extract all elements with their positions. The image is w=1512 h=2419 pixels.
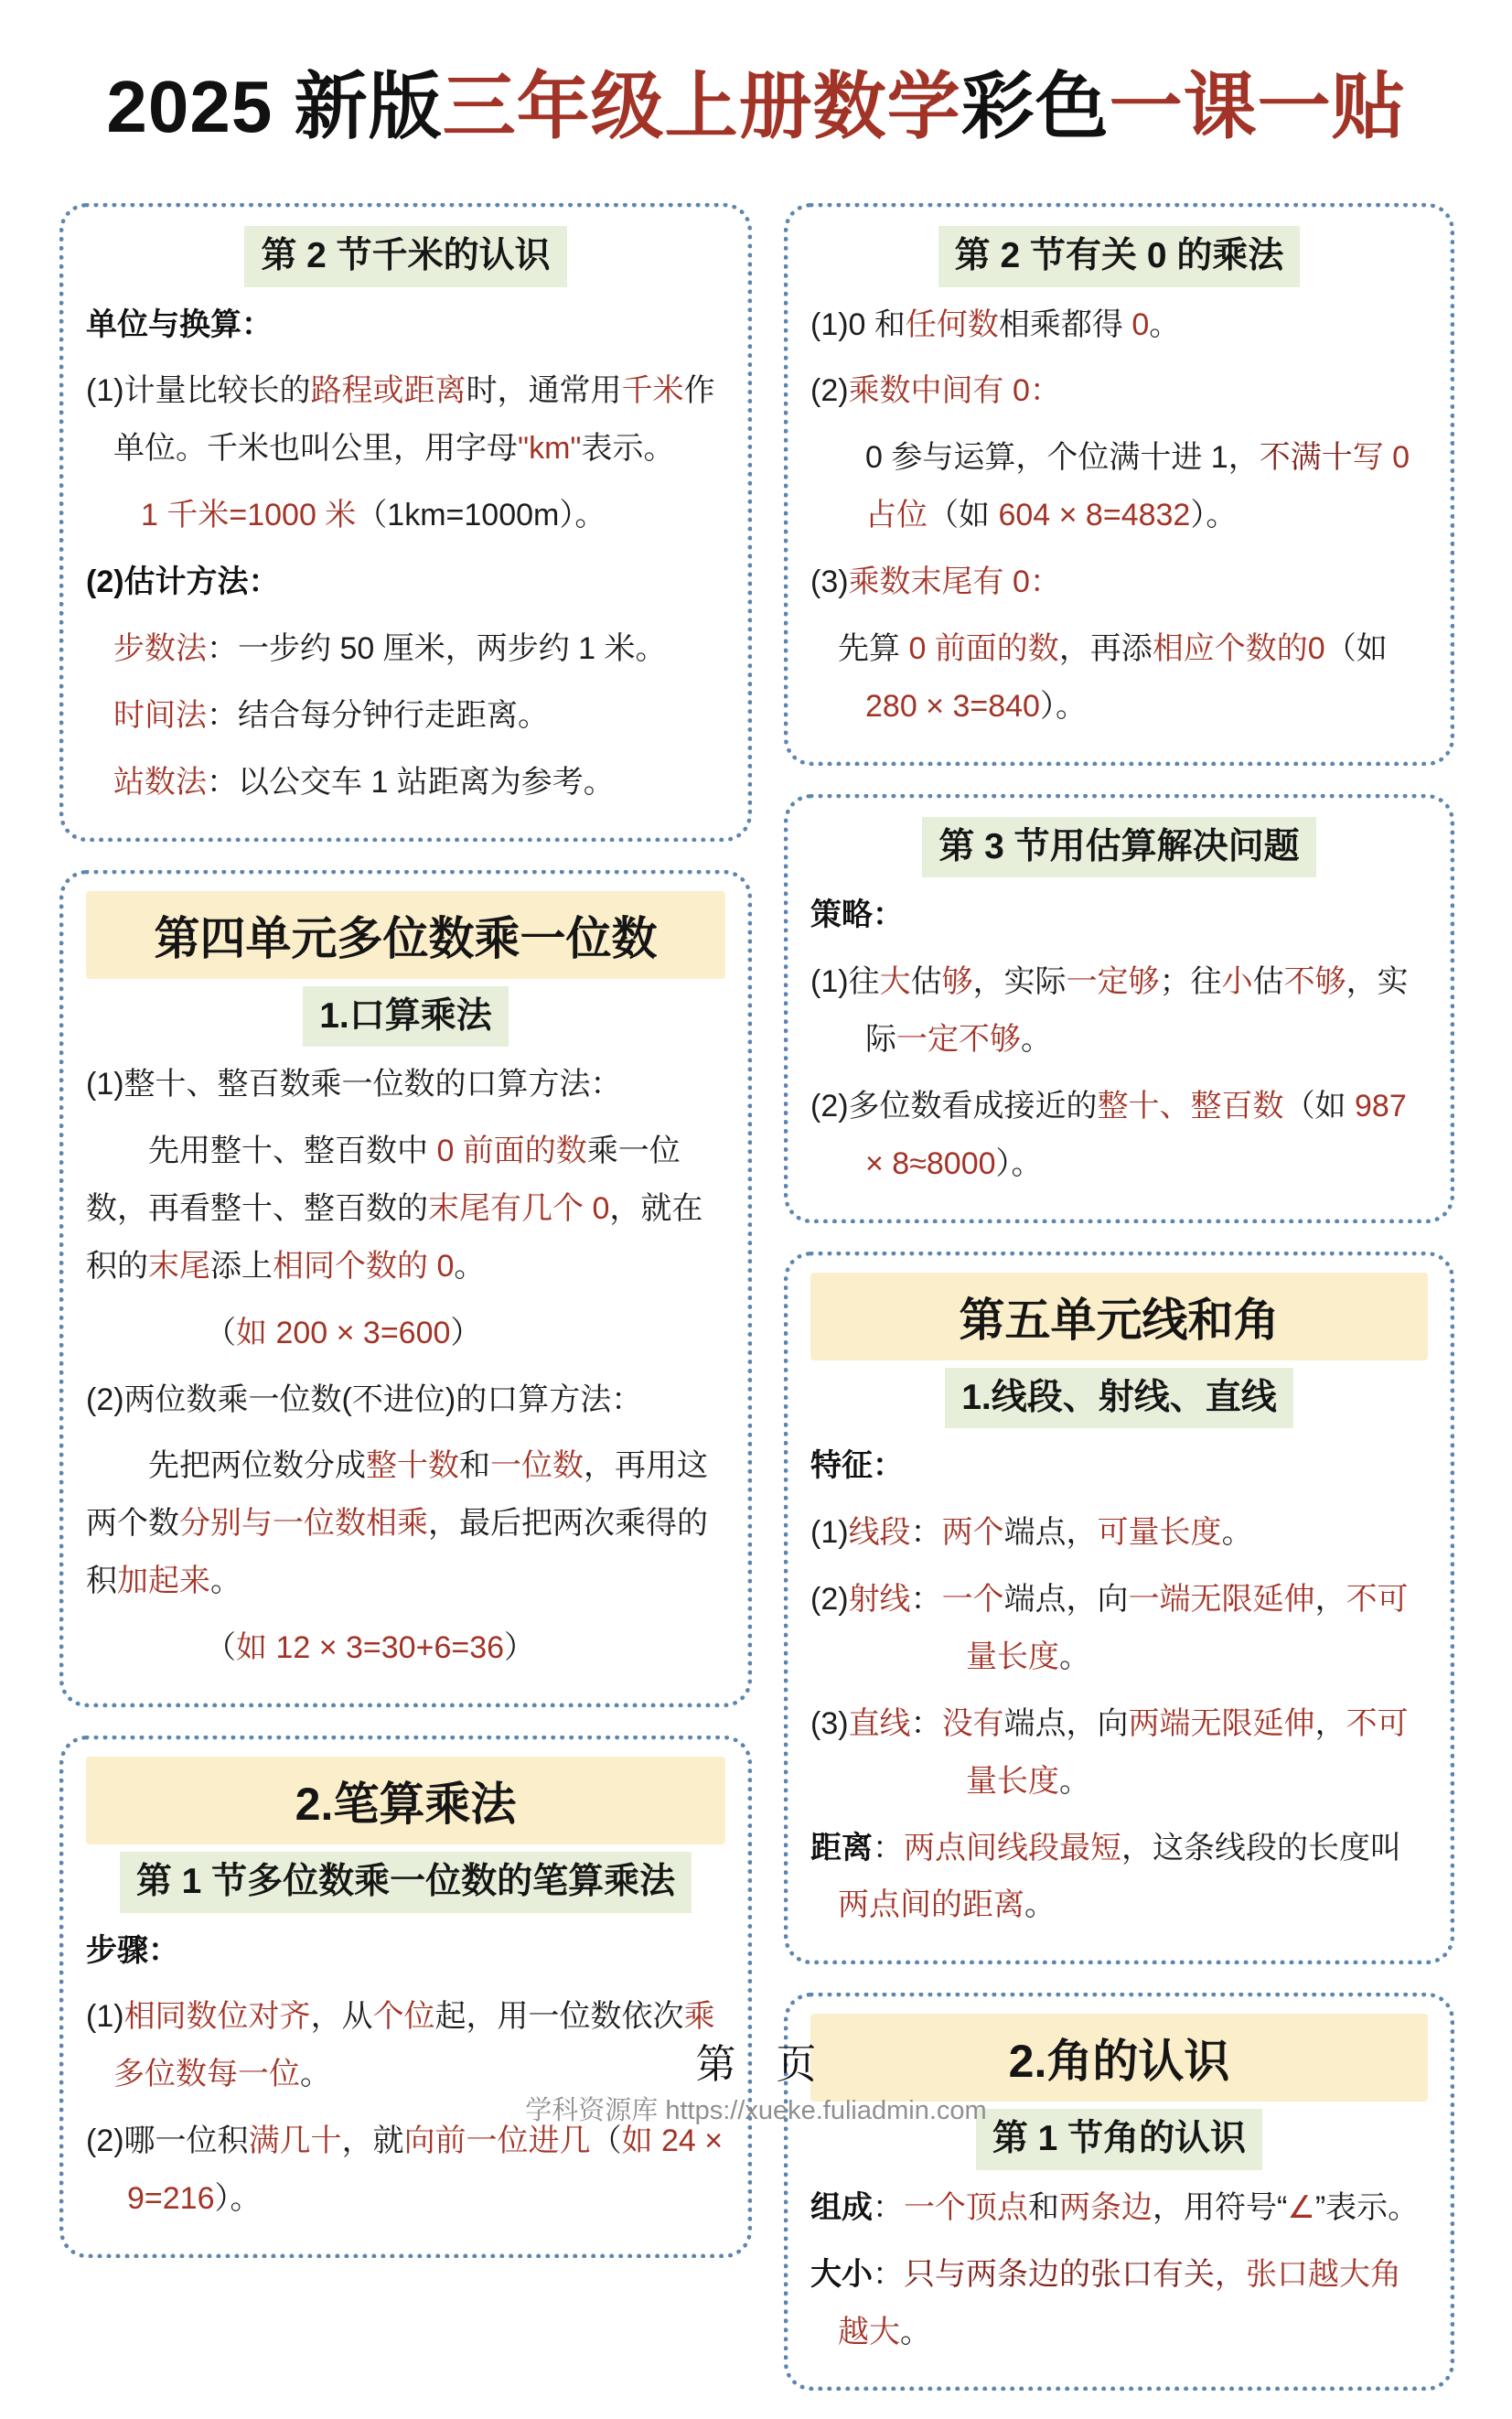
paragraph — [113, 620, 725, 678]
text-segment: “ — [1277, 2189, 1288, 2225]
topic-box — [784, 794, 1454, 1223]
text-segment: 末尾 — [148, 1248, 210, 1284]
paragraph — [810, 1078, 1428, 1193]
text-segment: 乘数中间有 0： — [848, 373, 1061, 409]
section-title: 第 3 节用估算解决问题 — [922, 817, 1315, 878]
text-segment: 一课一贴 — [1109, 66, 1406, 147]
text-segment: ）。 — [1039, 688, 1087, 724]
paragraph — [810, 1437, 1428, 1495]
text-segment: 个位 — [372, 1999, 435, 2035]
text-segment: 可量长度 — [1097, 1515, 1222, 1551]
text-segment: 。 — [1021, 1022, 1052, 1058]
text-segment: 两点间的距离 — [838, 1887, 1024, 1923]
text-segment: ，用符号 — [1153, 2189, 1277, 2225]
text-segment: 不可量长度 — [966, 1581, 1409, 1674]
text-segment: 604 × 8=4832 — [998, 498, 1191, 533]
paragraph — [86, 1437, 725, 1610]
text-segment: (1) — [810, 1515, 849, 1551]
topic-box — [59, 203, 752, 842]
section-title-wrap — [810, 1368, 1428, 1429]
section-title-wrap — [810, 226, 1428, 287]
topic-box — [59, 1736, 752, 2258]
unit-title: 第五单元线和角 — [810, 1273, 1428, 1360]
paragraph — [205, 1305, 725, 1362]
text-segment: 线段 — [848, 1515, 911, 1551]
text-segment: 组成 — [810, 2189, 873, 2225]
paragraph — [838, 620, 1428, 736]
text-segment: 相应个数的0 — [1152, 630, 1325, 666]
section-title: 第 2 节千米的认识 — [244, 226, 566, 287]
text-segment: 一端无限延伸 — [1128, 1581, 1315, 1617]
text-segment: 0 前面的数 — [908, 630, 1059, 666]
text-segment: 两端无限延伸 — [1128, 1705, 1315, 1741]
text-segment: （ — [590, 2123, 622, 2159]
section-title-wrap — [86, 1852, 725, 1913]
section-title: 第 1 节多位数乘一位数的笔算乘法 — [120, 1852, 692, 1913]
text-segment: 0 参与运算，个位满十进 1， — [865, 440, 1260, 476]
paragraph — [141, 487, 725, 544]
text-segment: 0 — [1131, 306, 1150, 342]
left-column — [59, 203, 752, 2286]
text-segment: 端点，向 — [1003, 1705, 1129, 1741]
text-segment: 步数法 — [113, 630, 207, 666]
text-segment: (1)往 — [810, 964, 880, 1000]
box-body — [86, 1056, 725, 1677]
text-segment: 一个顶点 — [904, 2189, 1028, 2225]
text-segment: ： — [873, 1830, 904, 1865]
text-segment: 先用整十、整百数中 — [148, 1134, 437, 1169]
text-segment: （1km=1000m）。 — [356, 498, 606, 533]
text-segment: 。 — [210, 1564, 241, 1599]
paragraph — [86, 1371, 725, 1429]
text-segment: 向前一位进几 — [403, 2123, 591, 2159]
text-segment: ， — [1314, 1705, 1346, 1741]
text-segment: ）。 — [214, 2181, 262, 2217]
paragraph — [810, 953, 1428, 1069]
text-segment: 。 — [454, 1248, 486, 1284]
text-segment: 如 12 × 3=30+6=36 — [236, 1630, 505, 1666]
text-segment: 张口越大角越大 — [838, 2256, 1401, 2349]
text-segment: (2)估计方法： — [86, 564, 280, 600]
text-segment: 。 — [900, 2314, 931, 2349]
text-segment: ，实际 — [972, 964, 1067, 1000]
section-title-wrap — [86, 986, 725, 1048]
text-segment: ；往 — [1159, 964, 1222, 1000]
section-title: 第 2 节有关 0 的乘法 — [938, 226, 1301, 287]
text-segment: 乘数末尾有 0： — [848, 564, 1061, 600]
text-segment: 不满十 — [1259, 440, 1353, 476]
text-segment: (1)计量比较长的 — [86, 373, 311, 409]
text-segment: 小 — [1221, 964, 1253, 1000]
paragraph — [113, 687, 725, 745]
text-segment: 大小 — [810, 2256, 873, 2292]
text-segment: 步骤： — [86, 1932, 179, 1968]
text-segment: 1 千米=1000 米 — [141, 498, 357, 533]
text-segment: 乘一位数，再看整十、整百数的 — [86, 1134, 681, 1226]
text-segment: ，实际 — [865, 964, 1409, 1058]
paragraph — [810, 554, 1428, 611]
text-segment: 末尾有几个 0 — [428, 1190, 610, 1226]
paragraph — [86, 2113, 725, 2228]
text-segment: 乘多位数每一位 — [113, 1999, 715, 2092]
text-segment: 没有 — [941, 1705, 1004, 1741]
text-segment: 千米 — [621, 373, 684, 409]
watermark: 学科资源库 https://xueke.fuliadmin.com — [525, 2096, 987, 2125]
section-title: 第 1 节角的认识 — [976, 2109, 1262, 2170]
text-segment: ） — [450, 1315, 482, 1350]
topic-box — [59, 870, 752, 1707]
box-body — [810, 2179, 1428, 2361]
text-segment: ，就在积的 — [86, 1190, 703, 1284]
text-segment: (1)整十、整百数乘一位数的口算方法： — [86, 1067, 622, 1102]
text-segment: ，再用这两个数 — [86, 1448, 708, 1542]
text-segment: （ — [205, 1630, 236, 1666]
text-segment: （如 — [928, 498, 999, 533]
box-body — [810, 296, 1428, 736]
text-segment: (3) — [810, 1705, 849, 1741]
text-segment: 大 — [879, 964, 911, 1000]
text-segment: (2) — [810, 1581, 849, 1617]
paragraph — [86, 554, 725, 611]
unit-title: 2.笔算乘法 — [86, 1757, 725, 1844]
text-segment: 起，用一位数依次 — [434, 1999, 684, 2035]
text-segment: 单位与换算： — [86, 306, 273, 342]
text-segment: （如 — [1324, 630, 1388, 666]
paragraph — [113, 754, 725, 812]
text-segment: 两条边 — [1059, 2189, 1153, 2225]
text-segment: 端点，向 — [1003, 1581, 1129, 1617]
text-segment: （ — [205, 1315, 236, 1350]
text-segment: 和 — [1028, 2189, 1059, 2225]
text-segment: 作单位。千米也叫公里，用字母 — [113, 373, 715, 467]
text-segment: 表示。 — [581, 431, 675, 467]
paragraph — [86, 1922, 725, 1980]
text-segment: (1) — [86, 1999, 124, 2035]
text-segment: 路程或距离 — [310, 373, 466, 409]
text-segment: 一位数 — [490, 1448, 584, 1484]
box-body — [810, 887, 1428, 1192]
text-segment: 整十、整百数 — [1097, 1088, 1284, 1123]
text-segment: ，最后把两次乘得的积 — [86, 1506, 708, 1599]
text-segment: 只与两条边的张口有关， — [904, 2256, 1246, 2292]
text-segment: 特征： — [810, 1448, 904, 1484]
text-segment: ， — [1314, 1581, 1346, 1617]
text-segment: 两点间线段最短 — [904, 1830, 1121, 1865]
paragraph — [205, 1619, 725, 1677]
box-body — [810, 1437, 1428, 1934]
text-segment: 写 0 占位 — [865, 440, 1410, 533]
box-body — [86, 296, 725, 812]
paragraph — [86, 362, 725, 478]
paragraph — [810, 296, 1428, 354]
text-segment: 先算 — [838, 630, 909, 666]
text-segment: 射线 — [848, 1581, 911, 1617]
page-title — [0, 48, 1512, 153]
text-segment: ）。 — [1190, 498, 1238, 533]
text-segment: 280 × 3=840 — [865, 688, 1040, 724]
text-segment: 。 — [1024, 1887, 1056, 1923]
text-segment: 时间法 — [113, 697, 207, 733]
text-segment: ∠ — [1287, 2189, 1315, 2225]
text-segment: ”表示。 — [1314, 2189, 1420, 2225]
text-segment: ：结合每分钟行走距离。 — [207, 697, 549, 733]
paragraph — [810, 362, 1428, 420]
text-segment: 相乘都得 — [998, 306, 1132, 342]
paragraph — [810, 887, 1428, 944]
text-segment: 够 — [941, 964, 973, 1000]
text-segment: ： — [910, 1515, 942, 1551]
text-segment: 整十数 — [366, 1448, 459, 1484]
text-segment: 和 — [459, 1448, 490, 1484]
text-segment: 一定够 — [1066, 964, 1160, 1000]
text-segment: 987 × 8≈8000 — [865, 1088, 1407, 1181]
text-segment: 距离 — [810, 1830, 873, 1865]
text-segment: 。 — [1149, 306, 1181, 342]
text-segment: 不可量长度 — [966, 1705, 1409, 1799]
paragraph — [86, 296, 725, 354]
text-segment: 不够 — [1283, 964, 1346, 1000]
paragraph — [865, 429, 1428, 544]
text-segment: ，从 — [310, 1999, 373, 2035]
text-segment: ，就 — [341, 2123, 404, 2159]
section-title: 1.线段、射线、直线 — [945, 1368, 1293, 1429]
text-segment: 。 — [1059, 1639, 1090, 1674]
text-segment: 任何数 — [905, 306, 999, 342]
text-segment: ） — [504, 1630, 536, 1666]
text-segment: 端点， — [1003, 1515, 1098, 1551]
text-segment: 直线 — [848, 1705, 911, 1741]
text-segment: ： — [873, 2256, 904, 2292]
text-segment: (2)多位数看成接近的 — [810, 1088, 1098, 1123]
text-segment: (2) — [810, 373, 849, 409]
text-segment: ： — [873, 2189, 904, 2225]
text-segment: 站数法 — [113, 764, 207, 800]
text-segment: 一个 — [941, 1581, 1004, 1617]
text-segment: 一定不够 — [896, 1022, 1021, 1058]
section-title: 1.口算乘法 — [303, 986, 509, 1048]
paragraph — [810, 2246, 1428, 2361]
text-segment: ：以公交车 1 站距离为参考。 — [207, 764, 615, 800]
page-footer: 第 页 — [695, 2042, 817, 2087]
text-segment: （如 — [1283, 1088, 1356, 1123]
paragraph — [810, 2179, 1428, 2237]
unit-title: 2.角的认识 — [810, 2014, 1428, 2102]
text-segment: 0 前面的数 — [436, 1134, 587, 1169]
text-segment: 彩色 — [960, 66, 1110, 147]
paragraph — [810, 1571, 1428, 1686]
paragraph — [810, 1504, 1428, 1562]
text-segment: 添上 — [210, 1248, 273, 1284]
text-segment: 。 — [300, 2057, 331, 2092]
text-segment: 2025 新版 — [106, 66, 443, 147]
text-segment: ： — [910, 1705, 942, 1741]
text-segment: 估 — [910, 964, 942, 1000]
text-segment: 策略： — [810, 898, 904, 933]
text-segment: 加起来 — [117, 1564, 210, 1599]
text-segment: (2)两位数乘一位数(不进位)的口算方法： — [86, 1382, 643, 1417]
text-segment: 先把两位数分成 — [148, 1448, 366, 1484]
text-segment: (1)0 和 — [810, 306, 906, 342]
text-segment: (3) — [810, 564, 849, 600]
section-title-wrap — [86, 226, 725, 287]
text-segment: 满几十 — [248, 2123, 342, 2159]
topic-box — [784, 1252, 1454, 1965]
text-segment: ，这条线段的长度叫 — [1121, 1830, 1401, 1865]
text-segment: ： — [910, 1581, 942, 1617]
text-segment: ：一步约 50 厘米，两步约 1 米。 — [207, 630, 667, 666]
text-segment: 相同个数的 0 — [273, 1248, 455, 1284]
text-segment: 两个 — [941, 1515, 1004, 1551]
text-segment: "km" — [518, 431, 582, 467]
text-segment: ，再添 — [1058, 630, 1153, 666]
text-segment: 估 — [1252, 964, 1284, 1000]
section-title-wrap — [810, 817, 1428, 878]
text-segment: 。 — [1059, 1763, 1090, 1799]
text-segment: 三年级上册数学 — [442, 66, 961, 147]
unit-title: 第四单元多位数乘一位数 — [86, 891, 725, 979]
text-segment: (2)哪一位积 — [86, 2123, 249, 2159]
text-segment: 。 — [1221, 1515, 1253, 1551]
text-segment: 如 200 × 3=600 — [236, 1315, 451, 1350]
paragraph — [810, 1820, 1428, 1935]
text-segment: 分别与一位数相乘 — [179, 1506, 428, 1542]
topic-box — [784, 203, 1454, 766]
text-segment: 如 24 × 9=216 — [127, 2123, 724, 2217]
text-segment: 相同数位对齐 — [123, 1999, 311, 2035]
paragraph — [86, 1123, 725, 1296]
paragraph — [810, 1695, 1428, 1811]
text-segment: 时，通常用 — [466, 373, 622, 409]
text-segment: ）。 — [995, 1145, 1043, 1181]
paragraph — [86, 1056, 725, 1113]
